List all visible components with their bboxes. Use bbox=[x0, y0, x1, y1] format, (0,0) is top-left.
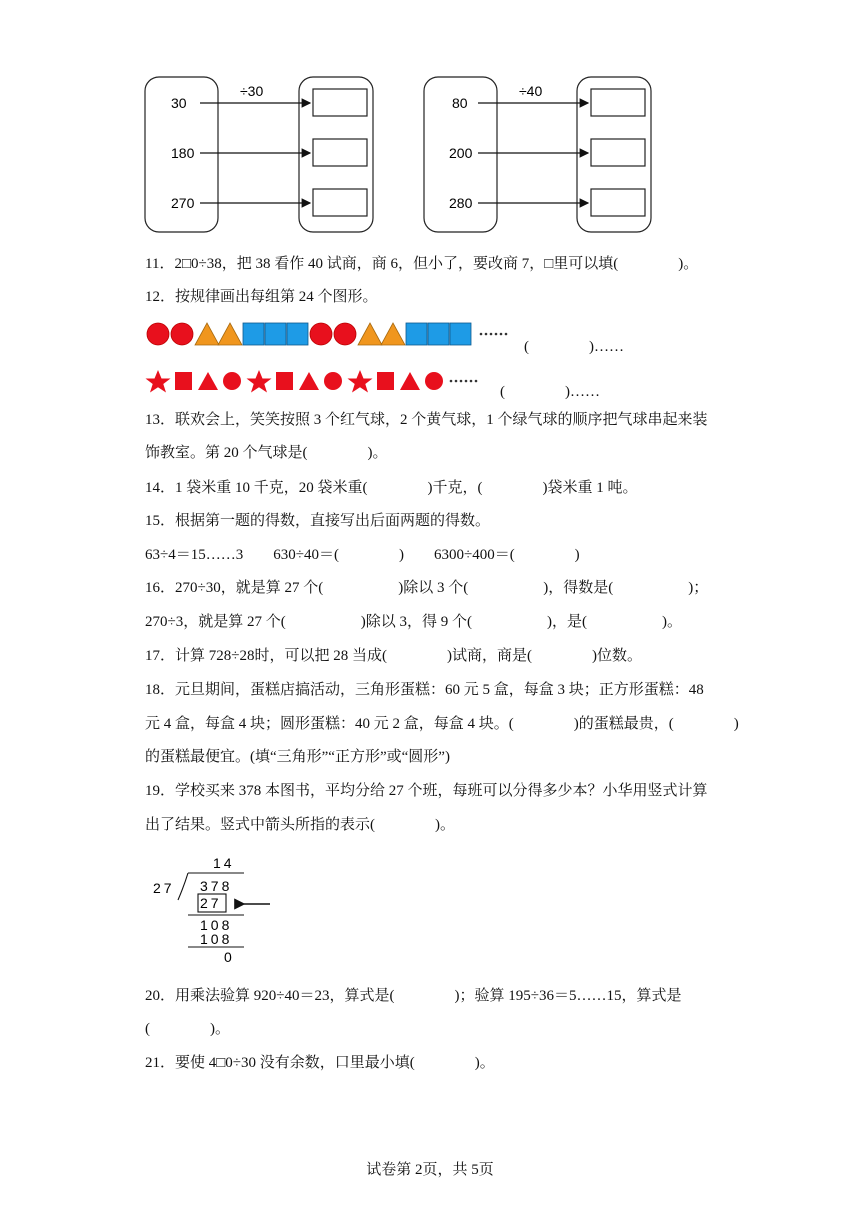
left-input-2: 180 bbox=[171, 145, 195, 161]
red-circle-shape bbox=[310, 323, 332, 345]
dividend: 378 bbox=[200, 878, 233, 894]
red-triangle-shape bbox=[400, 372, 420, 390]
question-17: 17．计算 728÷28时，可以把 28 当成( )试商，商是( )位数。 bbox=[145, 648, 642, 664]
second-product: 108 bbox=[200, 931, 233, 947]
right-operator-label: ÷40 bbox=[519, 83, 543, 99]
pattern-row-2 bbox=[140, 368, 500, 396]
red-circle-shape bbox=[223, 372, 241, 390]
red-circle-shape bbox=[425, 372, 443, 390]
red-triangle-shape bbox=[198, 372, 218, 390]
divisor: 27 bbox=[153, 880, 175, 896]
final-remainder: 0 bbox=[224, 949, 232, 965]
question-12: 12．按规律画出每组第 24 个图形。 bbox=[145, 289, 378, 305]
long-division-figure bbox=[140, 848, 300, 970]
right-input-1: 80 bbox=[452, 95, 468, 111]
red-circle-shape bbox=[147, 323, 169, 345]
question-20-line-2: ( )。 bbox=[145, 1021, 230, 1037]
question-19-line-2: 出了结果。竖式中箭头所指的表示( )。 bbox=[145, 817, 455, 833]
blue-square-shape bbox=[450, 323, 471, 345]
blue-square-shape bbox=[428, 323, 449, 345]
right-answer-box-1[interactable] bbox=[591, 89, 645, 116]
orange-triangle-shape bbox=[195, 323, 219, 345]
question-11: 11．2□0÷38，把 38 看作 40 试商，商 6，但小了，要改商 7，□里可以填( )。 bbox=[145, 256, 699, 272]
red-circle-shape bbox=[324, 372, 342, 390]
right-input-2: 200 bbox=[449, 145, 473, 161]
blue-square-shape bbox=[406, 323, 427, 345]
division-mapping-diagrams bbox=[0, 0, 860, 240]
division-bracket bbox=[178, 873, 188, 900]
red-square-shape bbox=[276, 372, 293, 390]
left-answer-box-2[interactable] bbox=[313, 139, 367, 166]
ellipsis-dots bbox=[450, 380, 478, 383]
red-circle-shape bbox=[334, 323, 356, 345]
ellipsis-dots bbox=[480, 333, 508, 336]
red-star-shape bbox=[247, 370, 272, 393]
question-13-line-1: 13．联欢会上，笑笑按照 3 个红气球，2 个黄气球，1 个绿气球的顺序把气球串起来装 bbox=[145, 412, 708, 428]
red-square-shape bbox=[377, 372, 394, 390]
pattern-row-1 bbox=[140, 318, 540, 352]
left-mapping-diagram bbox=[145, 77, 373, 232]
left-answer-box-1[interactable] bbox=[313, 89, 367, 116]
left-input-3: 270 bbox=[171, 195, 195, 211]
question-16-line-1: 16．270÷30，就是算 27 个( )除以 3 个( )，得数是( )； bbox=[145, 580, 709, 596]
right-answer-box-3[interactable] bbox=[591, 189, 645, 216]
remainder-line: 108 bbox=[200, 917, 233, 933]
question-14: 14．1 袋米重 10 千克，20 袋米重( )千克，( )袋米重 1 吨。 bbox=[145, 480, 638, 496]
left-answer-box-3[interactable] bbox=[313, 189, 367, 216]
red-square-shape bbox=[175, 372, 192, 390]
blue-square-shape bbox=[287, 323, 308, 345]
pattern-row-1-answer: ( )…… bbox=[524, 339, 624, 355]
boxed-product: 27 bbox=[200, 895, 222, 911]
red-star-shape bbox=[348, 370, 373, 393]
blue-square-shape bbox=[243, 323, 264, 345]
question-18-line-2: 元 4 盒，每盒 4 块；圆形蛋糕：40 元 2 盒，每盒 4 块。( )的蛋糕最贵，( ) bbox=[145, 716, 739, 732]
question-13-line-2: 饰教室。第 20 个气球是( )。 bbox=[145, 445, 388, 461]
question-15-line-1: 15．根据第一题的得数，直接写出后面两题的得数。 bbox=[145, 513, 491, 529]
orange-triangle-shape bbox=[218, 323, 242, 345]
question-16-line-2: 270÷3，就是算 27 个( )除以 3，得 9 个( )，是( )。 bbox=[145, 614, 682, 630]
red-triangle-shape bbox=[299, 372, 319, 390]
question-18-line-3: 的蛋糕最便宜。(填“三角形”“正方形”或“圆形”) bbox=[145, 749, 450, 765]
quotient: 14 bbox=[213, 855, 235, 871]
right-answer-box-2[interactable] bbox=[591, 139, 645, 166]
orange-triangle-shape bbox=[381, 323, 405, 345]
red-circle-shape bbox=[171, 323, 193, 345]
question-21: 21．要使 4□0÷30 没有余数，口里最小填( )。 bbox=[145, 1055, 495, 1071]
question-15-line-2: 63÷4＝15……3 630÷40＝( ) 6300÷400＝( ) bbox=[145, 547, 580, 563]
question-18-line-1: 18．元旦期间，蛋糕店搞活动，三角形蛋糕：60 元 5 盒，每盒 3 块；正方形蛋糕：48 bbox=[145, 682, 704, 698]
right-mapping-diagram bbox=[424, 77, 651, 232]
question-19-line-1: 19．学校买来 378 本图书，平均分给 27 个班，每班可以分得多少本？小华用竖式计算 bbox=[145, 783, 708, 799]
question-20-line-1: 20．用乘法验算 920÷40＝23，算式是( )；验算 195÷36＝5……15，算式是 bbox=[145, 988, 682, 1004]
left-input-1: 30 bbox=[171, 95, 187, 111]
right-input-3: 280 bbox=[449, 195, 473, 211]
blue-square-shape bbox=[265, 323, 286, 345]
page-footer: 试卷第 2页，共 5页 bbox=[366, 1162, 494, 1178]
orange-triangle-shape bbox=[358, 323, 382, 345]
pattern-row-2-answer: ( )…… bbox=[500, 384, 600, 400]
red-star-shape bbox=[146, 370, 171, 393]
left-operator-label: ÷30 bbox=[240, 83, 264, 99]
